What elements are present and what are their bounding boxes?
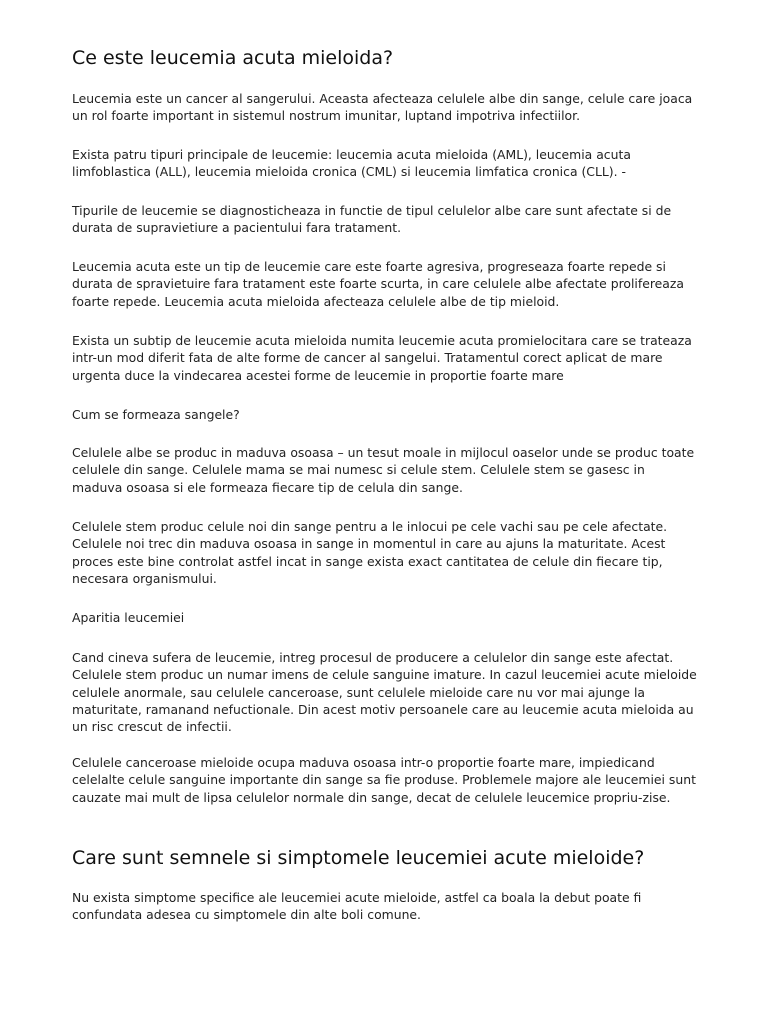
- paragraph-promyelocytic: Exista un subtip de leucemie acuta mieloida numita leucemie acuta promielocitara care se trateaza intr-un mod diferit fata de alte forme de cancer al sangelui. Tratamentul corect aplicat de mare urgenta duce la vindecarea acestei forme de leucemie in proportie foarte mare: [72, 333, 692, 383]
- heading-signs-symptoms: Care sunt semnele si simptomele leucemiei acute mieloide?: [72, 847, 645, 869]
- paragraph-definition: Leucemia este un cancer al sangerului. Aceasta afecteaza celulele albe din sange, celule care joaca un rol foarte important in sistemul nostrum imunitar, luptand impotriva infectiilor.: [72, 91, 693, 124]
- paragraph-types: Exista patru tipuri principale de leucemie: leucemia acuta mieloida (AML), leucemia acuta limfoblastica (ALL), leucemia mieloida cronica (CML) si leucemia limfatica cronica (CLL). -: [72, 147, 631, 180]
- paragraph-diagnosis: Tipurile de leucemie se diagnosticheaza in functie de tipul celulelor albe care sunt afectate si de durata de supravietiure a pacientului fara tratament.: [72, 203, 672, 236]
- paragraph-acute-leukemia: Leucemia acuta este un tip de leucemie care este foarte agresiva, progreseaza foarte repede si durata de spravietuire fara tratament este foarte scurta, in care celulele albe afectate prolifereaza foarte repede. Leucemia acuta mieloida afecteaza celulele albe de tip mieloid.: [72, 259, 684, 309]
- subheading-leukemia-onset: Aparitia leucemiei: [72, 610, 185, 625]
- heading-what-is-aml: Ce este leucemia acuta mieloida?: [72, 47, 394, 69]
- paragraph-bone-marrow: Celulele albe se produc in maduva osoasa – un tesut moale in mijlocul oaselor unde se produc toate celulele din sange. Celulele mama se mai numesc si celule stem. Celulele stem se gasesc in maduva osoasa si ele formeaza fiecare tip de celula din sange.: [72, 445, 695, 495]
- paragraph-cancer-cells: Celulele canceroase mieloide ocupa maduva osoasa intr-o proportie foarte mare, impiedicand celelalte celule sanguine importante din sange sa fie produse. Problemele majore ale leucemiei sunt cauzate mai mult de lipsa celulelor normale din sange, decat de celulele leucemice propriu-zise.: [72, 755, 696, 805]
- paragraph-stem-cells: Celulele stem produc celule noi din sange pentru a le inlocui pe cele vachi sau pe cele afectate. Celulele noi trec din maduva osoasa in sange in momentul in care au ajuns la maturitate. Acest proces este bine controlat astfel incat in sange exista exact cantitatea de celule din fiecare tip, necesara organismului.: [72, 519, 668, 586]
- subheading-blood-formation: Cum se formeaza sangele?: [72, 407, 240, 422]
- paragraph-onset-process: Cand cineva sufera de leucemie, intreg procesul de producere a celulelor din sange este afectat. Celulele stem produc un numar imens de celule sanguine imature. In cazul leucemiei acute mieloide celulele anormale, sau celulele canceroase, sunt celulele mieloide care nu vor mai ajunge la maturitate, ramanand nefuctionale. Din acest motiv persoanele care au leucemie acuta mieloida au un risc crescut de infectii.: [72, 650, 697, 735]
- paragraph-symptoms: Nu exista simptome specifice ale leucemiei acute mieloide, astfel ca boala la debut poate fi confundata adesea cu simptomele din alte boli comune.: [72, 890, 642, 923]
